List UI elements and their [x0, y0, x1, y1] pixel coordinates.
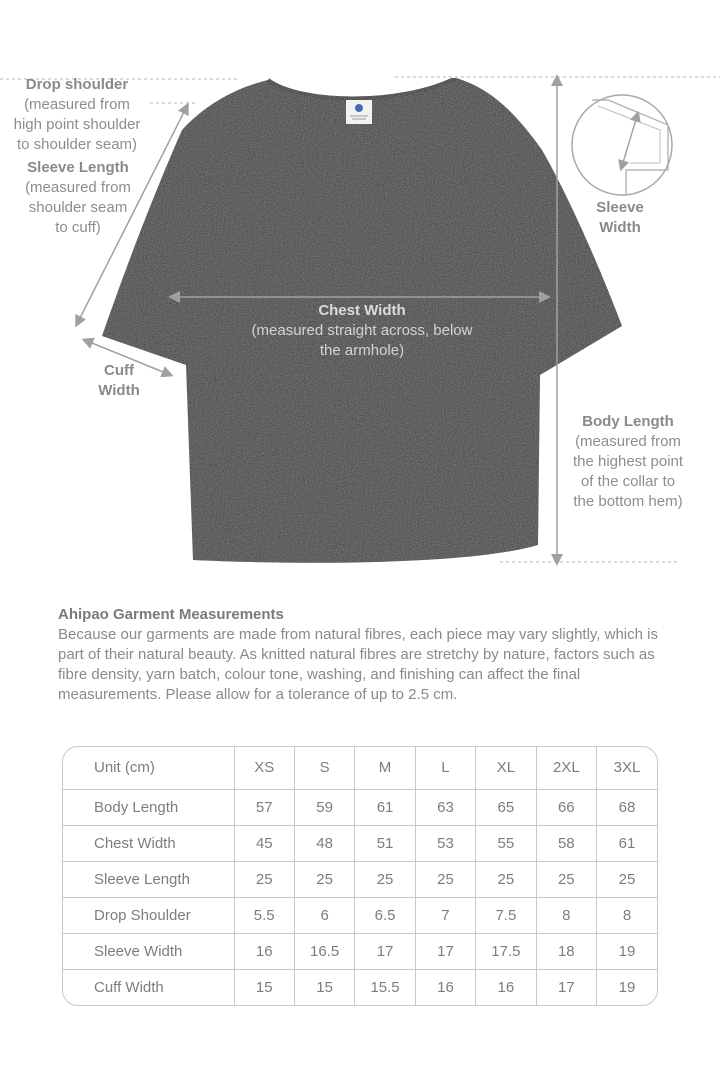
body-length-note-4: the bottom hem) [573, 493, 683, 510]
size-header-cell: M [355, 747, 415, 789]
measurement-name-cell: Drop Shoulder [63, 897, 234, 933]
measurement-value-cell: 25 [294, 861, 354, 897]
cuff-width-title-2: Width [98, 382, 140, 399]
body-length-note-3: of the collar to [580, 473, 676, 490]
measurement-value-cell: 15.5 [355, 969, 415, 1005]
measurement-value-cell: 66 [536, 789, 596, 825]
measurement-value-cell: 25 [476, 861, 536, 897]
sleeve-length-note-2: shoulder seam [28, 199, 128, 216]
measurement-value-cell: 65 [476, 789, 536, 825]
measurement-value-cell: 15 [294, 969, 354, 1005]
body-length-title: Body Length [582, 413, 674, 430]
measurement-value-cell: 25 [597, 861, 657, 897]
measurement-value-cell: 6 [294, 897, 354, 933]
measurement-value-cell: 16 [415, 969, 475, 1005]
body-length-note-2: the highest point [572, 453, 684, 470]
measurement-value-cell: 61 [597, 825, 657, 861]
body-length-note-1: (measured from [575, 433, 681, 450]
measurement-name-cell: Sleeve Width [63, 933, 234, 969]
drop-shoulder-title: Drop shoulder [25, 76, 129, 93]
size-header-cell: L [415, 747, 475, 789]
measurement-value-cell: 53 [415, 825, 475, 861]
measurement-name-cell: Sleeve Length [63, 861, 234, 897]
size-header-cell: S [294, 747, 354, 789]
measurement-value-cell: 25 [355, 861, 415, 897]
sleeve-length-title: Sleeve Length [27, 159, 129, 176]
drop-shoulder-label [2, 75, 152, 155]
measurement-value-cell: 25 [536, 861, 596, 897]
size-chart-table [62, 746, 658, 1006]
drop-shoulder-note-1: (measured from [24, 96, 130, 113]
size-header-cell: 2XL [536, 747, 596, 789]
sleeve-width-detail-icon [572, 95, 672, 195]
measurement-value-cell: 57 [234, 789, 294, 825]
measurement-value-cell: 25 [415, 861, 475, 897]
measurement-value-cell: 18 [536, 933, 596, 969]
measurement-value-cell: 16 [476, 969, 536, 1005]
notes-text: Because our garments are made from natural fibres, each piece may vary slightly, which is part of their natural beauty. As knitted natural fibres are stretchy by nature, factors such as fibre density, yarn batch, colour tone, washing, and finishing can affect the final measurements. Please allow for a tolerance of up to 2.5 cm. [58, 626, 658, 703]
measurement-value-cell: 61 [355, 789, 415, 825]
table-row [63, 969, 657, 1005]
measurement-value-cell: 17 [415, 933, 475, 969]
sleeve-width-label [585, 198, 655, 238]
measurement-name-cell: Chest Width [63, 825, 234, 861]
measurement-value-cell: 19 [597, 933, 657, 969]
cuff-width-title: Cuff [104, 362, 134, 379]
measurement-value-cell: 16.5 [294, 933, 354, 969]
measurement-value-cell: 63 [415, 789, 475, 825]
sleeve-width-title-2: Width [599, 219, 641, 236]
sleeve-length-note-1: (measured from [25, 179, 131, 196]
chest-width-note-2: the armhole) [319, 342, 405, 359]
measurement-value-cell: 6.5 [355, 897, 415, 933]
measurement-name-cell: Cuff Width [63, 969, 234, 1005]
chest-width-note-1: (measured straight across, below [251, 322, 473, 339]
measurement-notes [58, 605, 678, 705]
table-header-row [63, 747, 657, 789]
measurement-value-cell: 8 [536, 897, 596, 933]
cuff-width-label [84, 361, 154, 401]
measurement-value-cell: 45 [234, 825, 294, 861]
measurement-value-cell: 17 [536, 969, 596, 1005]
size-header-cell: XS [234, 747, 294, 789]
size-header-cell: 3XL [597, 747, 657, 789]
body-length-label [563, 412, 693, 512]
chest-width-title: Chest Width [318, 302, 406, 319]
table-row [63, 789, 657, 825]
measurement-value-cell: 51 [355, 825, 415, 861]
drop-shoulder-note-2: high point shoulder [13, 116, 141, 133]
drop-shoulder-note-3: to shoulder seam) [16, 136, 138, 153]
measurement-value-cell: 5.5 [234, 897, 294, 933]
measurement-value-cell: 7.5 [476, 897, 536, 933]
measurement-value-cell: 48 [294, 825, 354, 861]
chest-width-label [222, 301, 502, 361]
measurement-value-cell: 58 [536, 825, 596, 861]
unit-header-cell: Unit (cm) [63, 747, 234, 789]
sleeve-length-note-3: to cuff) [55, 219, 101, 236]
sleeve-length-label [8, 158, 148, 238]
measurement-value-cell: 16 [234, 933, 294, 969]
measurement-value-cell: 55 [476, 825, 536, 861]
table-row [63, 897, 657, 933]
measurement-value-cell: 17 [355, 933, 415, 969]
table-row [63, 825, 657, 861]
table-row [63, 861, 657, 897]
measurement-name-cell: Body Length [63, 789, 234, 825]
table-row [63, 933, 657, 969]
measurement-value-cell: 68 [597, 789, 657, 825]
size-header-cell: XL [476, 747, 536, 789]
measurement-value-cell: 7 [415, 897, 475, 933]
measurement-value-cell: 59 [294, 789, 354, 825]
sleeve-width-title: Sleeve [596, 199, 644, 216]
measurement-value-cell: 8 [597, 897, 657, 933]
measurement-value-cell: 15 [234, 969, 294, 1005]
notes-heading: Ahipao Garment Measurements [58, 606, 284, 623]
measurement-value-cell: 25 [234, 861, 294, 897]
measurement-value-cell: 19 [597, 969, 657, 1005]
measurement-value-cell: 17.5 [476, 933, 536, 969]
